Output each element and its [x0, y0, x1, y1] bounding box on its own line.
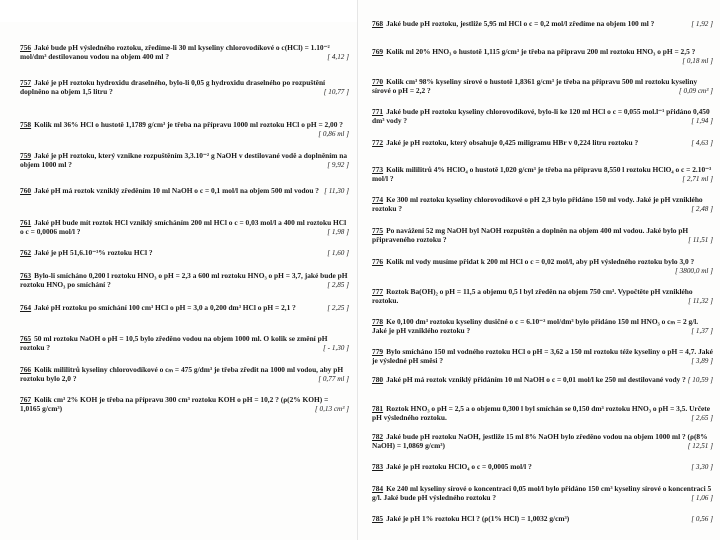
exercise-answer: [ 2,85 ]: [327, 280, 349, 289]
exercise-text: Jaké bude pH roztoku, jestliže 5,95 ml HCl o c = 0,2 mol/l zředíme na objem 100 ml ?: [386, 19, 655, 28]
exercise-item: [372, 108, 713, 125]
exercise-answer: [ 1,92 ]: [691, 20, 713, 28]
exercise-text: Bylo smícháno 150 ml vodného roztoku HCl o pH = 3,62 a 150 ml roztoku téže kyseliny o pH = 4,7. Jaké je výsledné pH směsi ?: [372, 347, 713, 365]
exercise-item: [372, 258, 713, 275]
exercise-number: 766: [20, 365, 32, 374]
exercise-item: [20, 396, 349, 413]
exercise-item: [20, 219, 349, 236]
exercise-item: [20, 79, 349, 96]
exercise-text: Po navážení 52 mg NaOH byl NaOH rozpuštěn a doplněn na objem 400 ml vodou. Jaké bylo pH připraveného roztoku ?: [372, 226, 689, 244]
exercise-number: 765: [20, 334, 32, 343]
exercise-number: 762: [20, 248, 32, 257]
exercise-answer: [ 0,77 ml ]: [318, 374, 349, 383]
exercise-number: 780: [372, 375, 384, 384]
exercise-text: Roztok HNO₃ o pH = 2,5 a o objemu 0,300 l byl smíchán se 0,150 dm³ roztoku HNO₃ o pH = 3,5. Určete pH výsledného roztoku.: [372, 404, 710, 422]
exercise-answer: [ 3,30 ]: [691, 463, 713, 471]
exercise-item: [20, 187, 349, 196]
exercise-number: 763: [20, 271, 32, 280]
exercise-item: [372, 20, 713, 29]
exercise-text: Kolik mililitrů 4% HClO₄ o hustotě 1,020 g/cm³ je třeba na přípravu 8,550 l roztoku HClO₄ o c = 2.10⁻³ mol/l ?: [372, 165, 712, 183]
exercise-number: 770: [372, 77, 384, 86]
exercise-number: 779: [372, 347, 384, 356]
exercise-answer: [ 1,37 ]: [691, 326, 713, 335]
exercise-text: Kolik ml 36% HCl o hustotě 1,1789 g/cm³ je třeba na přípravu 1000 ml roztoku HCl o pH = 2,00 ?: [34, 120, 343, 129]
exercise-number: 781: [372, 404, 384, 413]
exercise-answer: [ 0,13 cm³ ]: [314, 404, 349, 413]
exercise-answer: [ 1,60 ]: [327, 249, 349, 257]
exercise-text: Jaké bude pH roztoku kyseliny chlorovodíkové, bylo-li ke 120 ml HCl o c = 0,055 mol.l⁻¹ přidáno 0,450 dm³ vody ?: [372, 107, 710, 125]
exercise-number: 760: [20, 186, 32, 195]
exercise-item: [372, 78, 713, 95]
exercise-answer: [ - 1,30 ]: [323, 343, 349, 352]
exercise-text: Jaké je pH roztoku HClO₄ o c = 0,0005 mol/l ?: [386, 462, 532, 471]
exercise-answer: [ 3800,0 ml ]: [675, 266, 713, 275]
exercise-text: Jaké bude pH roztoku NaOH, jestliže 15 ml 8% NaOH bylo zředěno vodou na objem 1000 ml ? (ρ(8% NaOH) = 1,0869 g/cm³): [372, 432, 708, 450]
exercise-number: 759: [20, 151, 32, 160]
exercise-answer: [ 11,51 ]: [688, 235, 713, 244]
right-page: [357, 0, 720, 540]
exercise-text: Jaké je pH roztoku, který obsahuje 0,425 miligramu HBr v 0,224 litru roztoku ?: [386, 138, 639, 147]
exercise-number: 764: [20, 303, 32, 312]
left-page: [0, 22, 357, 540]
exercise-answer: [ 11,30 ]: [324, 187, 349, 195]
exercise-item: [20, 249, 349, 258]
exercise-answer: [ 2,71 ml ]: [682, 174, 713, 183]
exercise-answer: [ 0,09 cm³ ]: [678, 86, 713, 95]
exercise-item: [20, 121, 349, 138]
exercise-item: [372, 196, 713, 213]
exercise-item: [372, 463, 713, 472]
exercise-item: [20, 44, 349, 61]
exercise-item: [372, 405, 713, 422]
exercise-item: [372, 433, 713, 450]
exercise-answer: [ 11,32 ]: [688, 296, 713, 305]
exercise-text: Jaké je pH 51,6.10⁻³% roztoku HCl ?: [34, 248, 153, 257]
exercise-answer: [ 2,65 ]: [691, 413, 713, 422]
exercise-number: 771: [372, 107, 384, 116]
exercise-text: Bylo-li smícháno 0,200 l roztoku HNO₃ o pH = 2,3 a 600 ml roztoku HNO₃ o pH = 3,7, jaké bude pH roztoku HNO₃ po smíchání ?: [20, 271, 348, 289]
exercise-text: Kolik cm³ 98% kyseliny sírové o hustotě 1,8361 g/cm³ je třeba na přípravu 500 ml roztoku kyseliny sírové o pH = 2,2 ?: [372, 77, 698, 95]
exercise-number: 758: [20, 120, 32, 129]
exercise-number: 767: [20, 395, 32, 404]
exercise-number: 778: [372, 317, 384, 326]
exercise-answer: [ 10,77 ]: [323, 87, 349, 96]
exercise-text: 50 ml roztoku NaOH o pH = 10,5 bylo zředěno vodou na objem 1000 ml. O kolik se změní pH roztoku ?: [20, 334, 328, 352]
exercise-answer: [ 0,86 ml ]: [318, 129, 349, 138]
exercise-number: 769: [372, 47, 384, 56]
exercise-answer: [ 4,12 ]: [327, 52, 349, 61]
exercise-number: 783: [372, 462, 384, 471]
exercise-number: 776: [372, 257, 384, 266]
exercise-text: Jaké je pH roztoku hydroxidu draselného, bylo-li 0,05 g hydroxidu draselného po rozpuštění doplněno na objem 1,5 litru ?: [20, 78, 326, 96]
exercise-answer: [ 2,48 ]: [691, 204, 713, 213]
exercise-number: 784: [372, 484, 384, 493]
exercise-item: [372, 48, 713, 65]
exercise-item: [372, 227, 713, 244]
exercise-item: [372, 485, 713, 502]
exercise-text: Jaké pH bude mít roztok HCl vzniklý smícháním 200 ml HCl o c = 0,03 mol/l a 400 ml roztoku HCl o c = 0,0006 mol/l ?: [20, 218, 347, 236]
exercise-answer: [ 1,94 ]: [691, 116, 713, 125]
exercise-text: Jaké bude pH výsledného roztoku, zředíme-li 30 ml kyseliny chlorovodíkové o c(HCl) = 1.10⁻² mol/dm³ destilovanou vodou na objem 400 ml ?: [20, 43, 330, 61]
exercise-answer: [ 0,18 ml ]: [682, 56, 713, 65]
exercise-text: Kolik mililitrů kyseliny chlorovodíkové o cₘ = 475 g/dm³ je třeba zředit na 1000 ml vodou, aby pH roztoku bylo 2,0 ?: [20, 365, 344, 383]
exercise-text: Ke 0,100 dm³ roztoku kyseliny dusičné o c = 6.10⁻² mol/dm³ bylo přidáno 150 ml HNO₃ o cₘ = 2 g/l. Jaké je pH vzniklého roztoku ?: [372, 317, 699, 335]
exercise-item: [372, 376, 713, 385]
exercise-item: [372, 318, 713, 335]
exercise-text: Jaké pH roztoku po smíchání 100 cm³ HCl o pH = 3,0 a 0,200 dm³ HCl o pH = 2,1 ?: [34, 303, 296, 312]
exercise-text: Jaké je pH roztoku, který vznikne rozpuštěním 3,3.10⁻² g NaOH v destilované vodě a doplněním na objem 1000 ml ?: [20, 151, 348, 169]
exercise-text: Jaké je pH 1% roztoku HCl ? (ρ(1% HCl) = 1,0032 g/cm³): [386, 514, 570, 523]
exercise-item: [372, 139, 713, 148]
exercise-answer: [ 2,25 ]: [327, 304, 349, 312]
exercise-item: [372, 515, 713, 524]
exercise-text: Kolik ml vody musíme přidat k 200 ml HCl o c = 0,02 mol/l, aby pH výsledného roztoku bylo 3,0 ?: [386, 257, 695, 266]
exercise-number: 774: [372, 195, 384, 204]
exercise-text: Jaké pH má roztok vzniklý přidáním 10 ml NaOH o c = 0,01 mol/l ke 250 ml destilované vody ?: [386, 375, 686, 384]
exercise-answer: [ 10,59 ]: [687, 376, 713, 384]
exercise-text: Kolik ml 20% HNO₃ o hustotě 1,115 g/cm³ je třeba na přípravu 200 ml roztoku HNO₃ o pH = 2,5 ?: [386, 47, 696, 56]
exercise-text: Jaké pH má roztok vzniklý zředěním 10 ml NaOH o c = 0,1 mol/l na objem 500 ml vodou ?: [34, 186, 320, 195]
exercise-number: 782: [372, 432, 384, 441]
exercise-answer: [ 9,92 ]: [327, 160, 349, 169]
exercise-item: [20, 272, 349, 289]
exercise-answer: [ 1,98 ]: [327, 227, 349, 236]
exercise-number: 785: [372, 514, 384, 523]
exercise-answer: [ 1,06 ]: [691, 493, 713, 502]
exercise-item: [372, 166, 713, 183]
exercise-item: [372, 288, 713, 305]
exercise-text: Roztok Ba(OH)₂ o pH = 11,5 a objemu 0,5 l byl zředěn na objem 750 cm³. Vypočtěte pH vzniklého roztoku.: [372, 287, 693, 305]
exercise-item: [372, 348, 713, 365]
exercise-answer: [ 3,89 ]: [691, 356, 713, 365]
exercise-text: Ke 240 ml kyseliny sírové o koncentraci 0,05 mol/l bylo přidáno 150 cm³ kyseliny sírové o koncentraci 5 g/l. Jaké bude pH výsledného roztoku ?: [372, 484, 712, 502]
exercise-text: Kolik cm³ 2% KOH je třeba na přípravu 300 cm³ roztoku KOH o pH = 10,2 ? (ρ(2% KOH) = 1,0165 g/cm³): [20, 395, 329, 413]
exercise-number: 756: [20, 43, 32, 52]
exercise-answer: [ 4,63 ]: [691, 139, 713, 147]
exercise-item: [20, 304, 349, 313]
exercise-number: 761: [20, 218, 32, 227]
exercise-number: 768: [372, 19, 384, 28]
exercise-number: 772: [372, 138, 384, 147]
exercise-answer: [ 0,56 ]: [691, 515, 713, 523]
exercise-item: [20, 152, 349, 169]
exercise-number: 775: [372, 226, 384, 235]
exercise-item: [20, 366, 349, 383]
exercise-answer: [ 12,51 ]: [687, 441, 713, 450]
exercise-number: 777: [372, 287, 384, 296]
exercise-number: 757: [20, 78, 32, 87]
exercise-text: Ke 300 ml roztoku kyseliny chlorovodíkové o pH 2,3 bylo přidáno 150 ml vody. Jaké je pH vzniklého roztoku ?: [372, 195, 703, 213]
exercise-number: 773: [372, 165, 384, 174]
exercise-item: [20, 335, 349, 352]
